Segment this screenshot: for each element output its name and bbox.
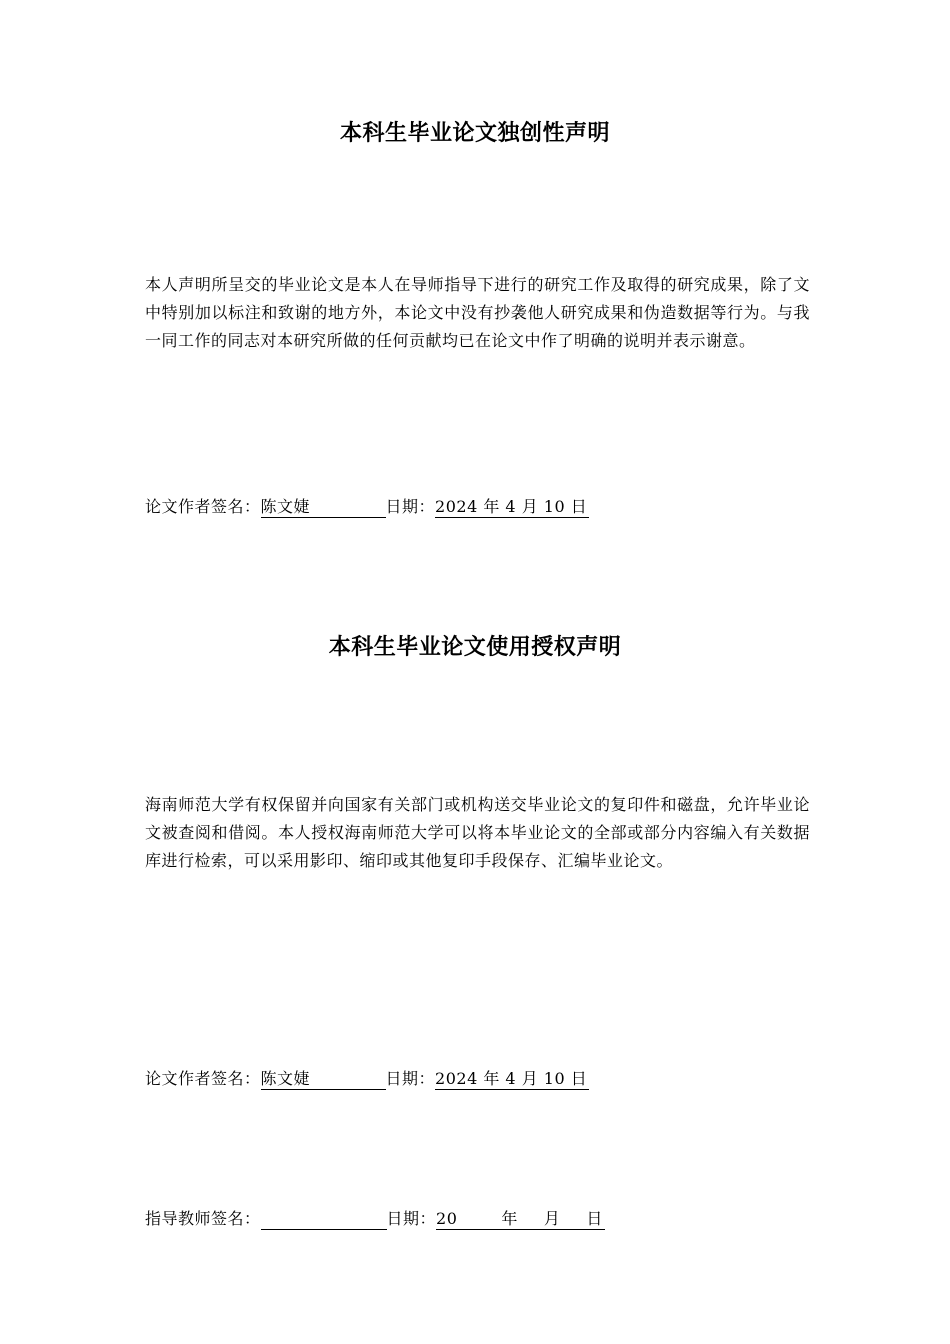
- date-field: 2024 年 4 月 10 日: [435, 497, 588, 516]
- advisor-signature-label: 指导教师签名：: [145, 1209, 261, 1228]
- date-field: 2024 年 4 月 10 日: [435, 1069, 588, 1088]
- advisor-signature-line: [145, 1206, 605, 1230]
- advisor-date-month-unit: 月: [543, 1209, 561, 1228]
- author-signature-line-2: [145, 1066, 589, 1090]
- date-label: 日期：: [385, 497, 436, 516]
- author-signature-field: 陈文婕: [261, 497, 386, 518]
- advisor-date-day-unit: 日: [586, 1209, 603, 1228]
- advisor-date-year-unit: 年: [501, 1209, 518, 1228]
- advisor-date-year: 20: [436, 1209, 458, 1228]
- author-signature-label: 论文作者签名：: [145, 497, 261, 516]
- originality-declaration-body: 本人声明所呈交的毕业论文是本人在导师指导下进行的研究工作及取得的研究成果，除了文中特别加以标注和致谢的地方外，本论文中没有抄袭他人研究成果和伪造数据等行为。与我一同工作的同志对本研究所做的任何贡献均已在论文中作了明确的说明并表示谢意。: [145, 275, 810, 350]
- advisor-signature-field: [261, 1209, 387, 1230]
- author-signature-label: 论文作者签名：: [145, 1069, 261, 1088]
- author-signature-field: 陈文婕: [261, 1069, 386, 1090]
- date-label: 日期：: [386, 1209, 437, 1228]
- date-label: 日期：: [385, 1069, 436, 1088]
- author-signature-line-1: [145, 494, 589, 518]
- advisor-date-field: [436, 1209, 605, 1230]
- authorization-declaration-title: 本科生毕业论文使用授权声明: [328, 635, 622, 660]
- originality-declaration-title: 本科生毕业论文独创性声明: [339, 121, 610, 146]
- authorization-declaration-body: 海南师范大学有权保留并向国家有关部门或机构送交毕业论文的复印件和磁盘，允许毕业论文被查阅和借阅。本人授权海南师范大学可以将本毕业论文的全部或部分内容编入有关数据库进行检索，可以采用影印、缩印或其他复印手段保存、汇编毕业论文。: [145, 795, 810, 870]
